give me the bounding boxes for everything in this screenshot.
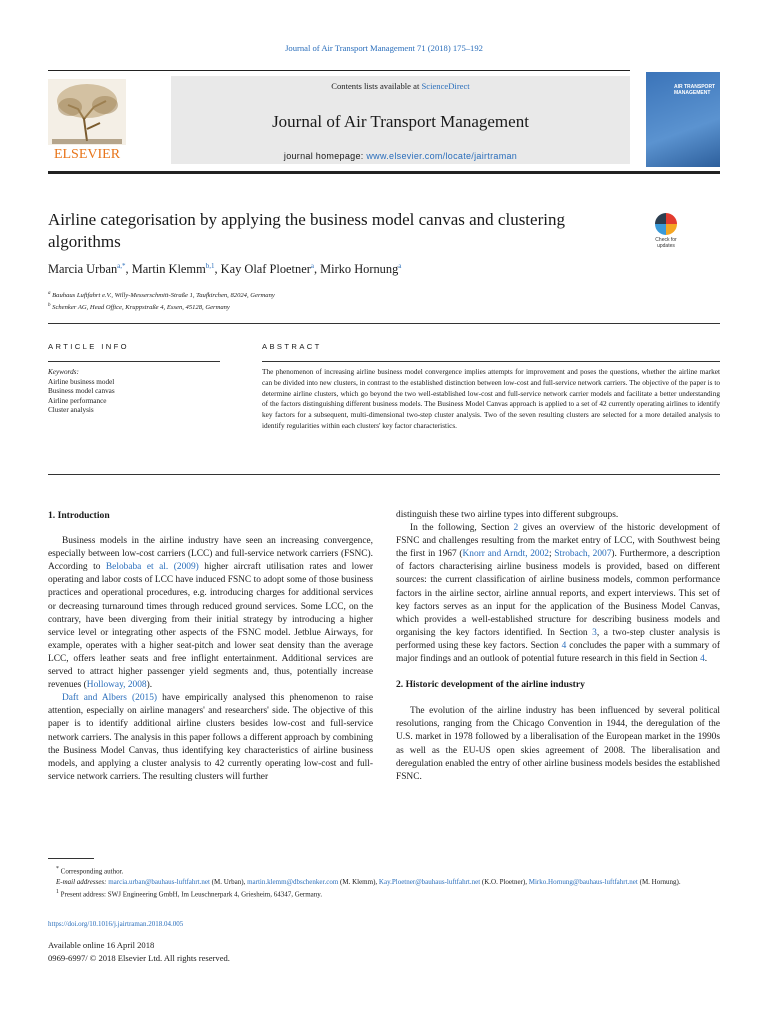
footnotes [48, 864, 720, 900]
citation-link[interactable]: Strobach, 2007 [554, 549, 612, 560]
body-column-right [396, 509, 720, 784]
divider [262, 361, 720, 362]
section-link[interactable]: 3 [592, 627, 597, 638]
elsevier-wordmark: ELSEVIER [53, 147, 121, 161]
publication-info [48, 939, 230, 964]
keyword: Business model canvas [48, 387, 115, 395]
present-address-note: $^1$ Present address: SWJ Engineering GmbH, Im Leuschnerpark 4, Griesheim, 64347, Germany. [56, 889, 323, 899]
article-title: Airline categorisation by applying the business model canvas and clustering algorithms [48, 210, 565, 251]
section-link[interactable]: 4 [561, 640, 567, 651]
cover-title: AIR TRANSPORT MANAGEMENT [674, 84, 716, 96]
section-heading-introduction: 1. Introduction [48, 510, 110, 521]
article-info-heading: ARTICLE INFO [48, 342, 129, 351]
sciencedirect-link[interactable]: ScienceDirect [421, 81, 470, 91]
email-addresses: E-mail addresses: marcia.urban@bauhaus-luftfahrt.net (M. Urban), martin.klemm@dbschenker.com (M. Klemm), Kay.Ploetner@bauhaus-luftfahrt.net (K.O. Ploetner), Mirko.Hornung@bauhaus-luftfahrt.net (M. Hornung). [56, 877, 681, 886]
affiliation-b: $^b$ Schenker AG, Head Office, Kruppstraße 4, Essen, 45128, Germany [48, 303, 230, 312]
divider [48, 323, 720, 324]
journal-title: Journal of Air Transport Management [272, 112, 529, 131]
doi-link[interactable]: https://doi.org/10.1016/j.jairtraman.2018.04.005 [48, 920, 184, 928]
abstract-text: The phenomenon of increasing airline business model convergence implies attempts for improvement and poses the questions, whether the airline market can be divided into new clusters, in contrast to the established distinction between low-cost and full-service network carriers. The objective of the paper is to determine airline clusters, which go beyond the two well-established low-cost and full-service network carrier models and facilitate a better understanding of the factors distinguishing different business models. The Business Model Canvas approach is applied to a set of 42 currently operating airlines to identify key factors for a subsequent, multi-dimensional two-step cluster analysis. Two of the seven resulting clusters are selected for a more detailed analysis to identify regularities within each clusters' key factor characteristics. [262, 367, 720, 430]
email-link[interactable]: marcia.urban@bauhaus-luftfahrt.net [108, 877, 210, 886]
homepage-link[interactable]: www.elsevier.com/locate/jairtraman [366, 151, 518, 161]
author-name[interactable]: Martin Klemm [131, 262, 206, 277]
journal-header-box [171, 76, 630, 164]
keywords-list [48, 368, 220, 416]
author-affiliation-mark[interactable]: a [310, 262, 314, 270]
divider [48, 171, 720, 174]
email-link[interactable]: martin.klemm@dbschenker.com [247, 877, 339, 886]
section-link[interactable]: 2 [513, 523, 519, 534]
elsevier-tree-icon [48, 79, 126, 161]
author-affiliation-mark[interactable]: a,* [117, 262, 126, 270]
homepage-line: journal homepage: www.elsevier.com/locate/jairtraman [283, 151, 518, 161]
author-name[interactable]: Kay Olaf Ploetner [220, 262, 311, 277]
section-link[interactable]: 4 [700, 654, 705, 665]
check-updates-icon [655, 213, 677, 235]
check-updates-label: Check for updates [655, 237, 677, 249]
citation-link[interactable]: Holloway, 2008 [86, 680, 147, 691]
section-heading-historic-development: 2. Historic development of the airline industry [396, 679, 585, 691]
contents-line: Contents lists available at ScienceDirect [331, 81, 470, 91]
citation-link[interactable]: Daft and Albers (2015) [62, 693, 158, 704]
masthead [48, 70, 630, 167]
paragraph: distinguish these two airline types into different subgroups. [396, 510, 619, 520]
keyword: Airline performance [48, 396, 107, 405]
keyword: Airline business model [48, 377, 115, 386]
divider [48, 474, 720, 475]
check-for-updates-button[interactable] [646, 213, 686, 253]
author-list: Marcia Urban$^{a,*}$, Martin Klemm$^{b,1}$, Kay Olaf Ploetner$^a$, Mirko Hornung$^a$ [48, 262, 402, 277]
citation-link[interactable]: Knorr and Arndt, 2002 [462, 549, 549, 560]
paragraph: The evolution of the airline industry has been influenced by several political resolutions, ranging from the Chicago Convention in 1944, the deregulation of the U.S. market in 1978 followed by a liberalisation of the European market in the 1990s as well as the EU-US open skies agreement of 2008. The liberalisation and deregulation enabled the entry of other airline business models besides the established FSNC. [396, 706, 720, 782]
journal-reference-link[interactable]: Journal of Air Transport Management 71 (2018) 175–192 [285, 43, 483, 53]
paragraph: In the following, Section 2 gives an overview of the historic development of FSNC and challenges resulting from the market entry of LCC, with Southwest being the first in 1967 (Knorr and Arndt, 2002; Strobach, 2007). Furthermore, a description of factors characterising airline business models is provided, based on different sources: the current classification of airline business models, common performance factors in the airline sector, airline annual reports, and expert interviews. This set of key factors serves as an input for the application of the Business Model Canvas, which provides a well-established structure for describing business models and organising the key factors identified. In Section 3, a two-step cluster analysis is performed using these key factors. Section 4 concludes the paper with a summary of major findings and an outlook of potential future research in this field in Section 4. [396, 523, 721, 665]
paragraph: Daft and Albers (2015) have empirically analysed this phenomenon to raise attention, especially on airline managers' and researchers' side. The objective of this paper is to identify additional airline clusters besides low-cost and full-service network carriers. The analysis in this paper follows a different approach by combining the Business Model Canvas, thus identifying key characteristics of airline business models, and applying a cluster analysis to 42 currently operating low-cost and full-service network carriers. The resulting clusters will further [48, 693, 373, 782]
email-link[interactable]: Kay.Ploetner@bauhaus-luftfahrt.net [378, 877, 481, 886]
email-link[interactable]: Mirko.Hornung@bauhaus-luftfahrt.net [528, 877, 638, 886]
keywords-label: Keywords: [48, 368, 79, 376]
corresponding-author-note: * Corresponding author. [56, 866, 124, 876]
author-name[interactable]: Marcia Urban [48, 262, 118, 277]
journal-cover-image[interactable] [646, 72, 720, 167]
author-name[interactable]: Mirko Hornung [320, 262, 399, 277]
paragraph: Business models in the airline industry have seen an increasing convergence, especially between low-cost carriers (LCC) and full-service network carriers (FSNC). According to Belobaba et al. (2009) higher aircraft utilisation rates and lower operating and labor costs of LCC have induced FSNC to adopt some of those business practices and operational procedures, e.g. introducing charges for additional services or decreasing turnaround times through reduced ground services. Some LCC, on the contrary, have been diverging from their initial strategy by introducing a higher service level or integrating other aspects of the FSNC model. Jetblue Airways, for example, operates with a higher seat-pitch and lower seat density than the average LCC, offers leather seats and free inflight entertainment. Additional services are served to attract higher passenger yield segments and, thus, potentially increase revenues (Holloway, 2008). [48, 536, 373, 691]
available-online: Available online 16 April 2018 [48, 940, 155, 950]
elsevier-logo [48, 79, 126, 161]
divider [48, 361, 220, 362]
body-column-left [48, 509, 373, 784]
author-affiliation-mark[interactable]: b,1 [205, 262, 215, 270]
affiliations [48, 289, 688, 313]
footnote-divider [48, 858, 94, 859]
abstract-heading: ABSTRACT [262, 342, 322, 351]
affiliation-a: $^a$ Bauhaus Luftfahrt e.V., Willy-Messerschmitt-Straße 1, Taufkirchen, 82024, Germany [48, 291, 275, 300]
keyword: Cluster analysis [48, 406, 94, 414]
copyright: 0969-6997/ © 2018 Elsevier Ltd. All rights reserved. [48, 952, 230, 963]
author-affiliation-mark[interactable]: a [398, 262, 402, 270]
citation-link[interactable]: Belobaba et al. (2009) [105, 562, 199, 573]
